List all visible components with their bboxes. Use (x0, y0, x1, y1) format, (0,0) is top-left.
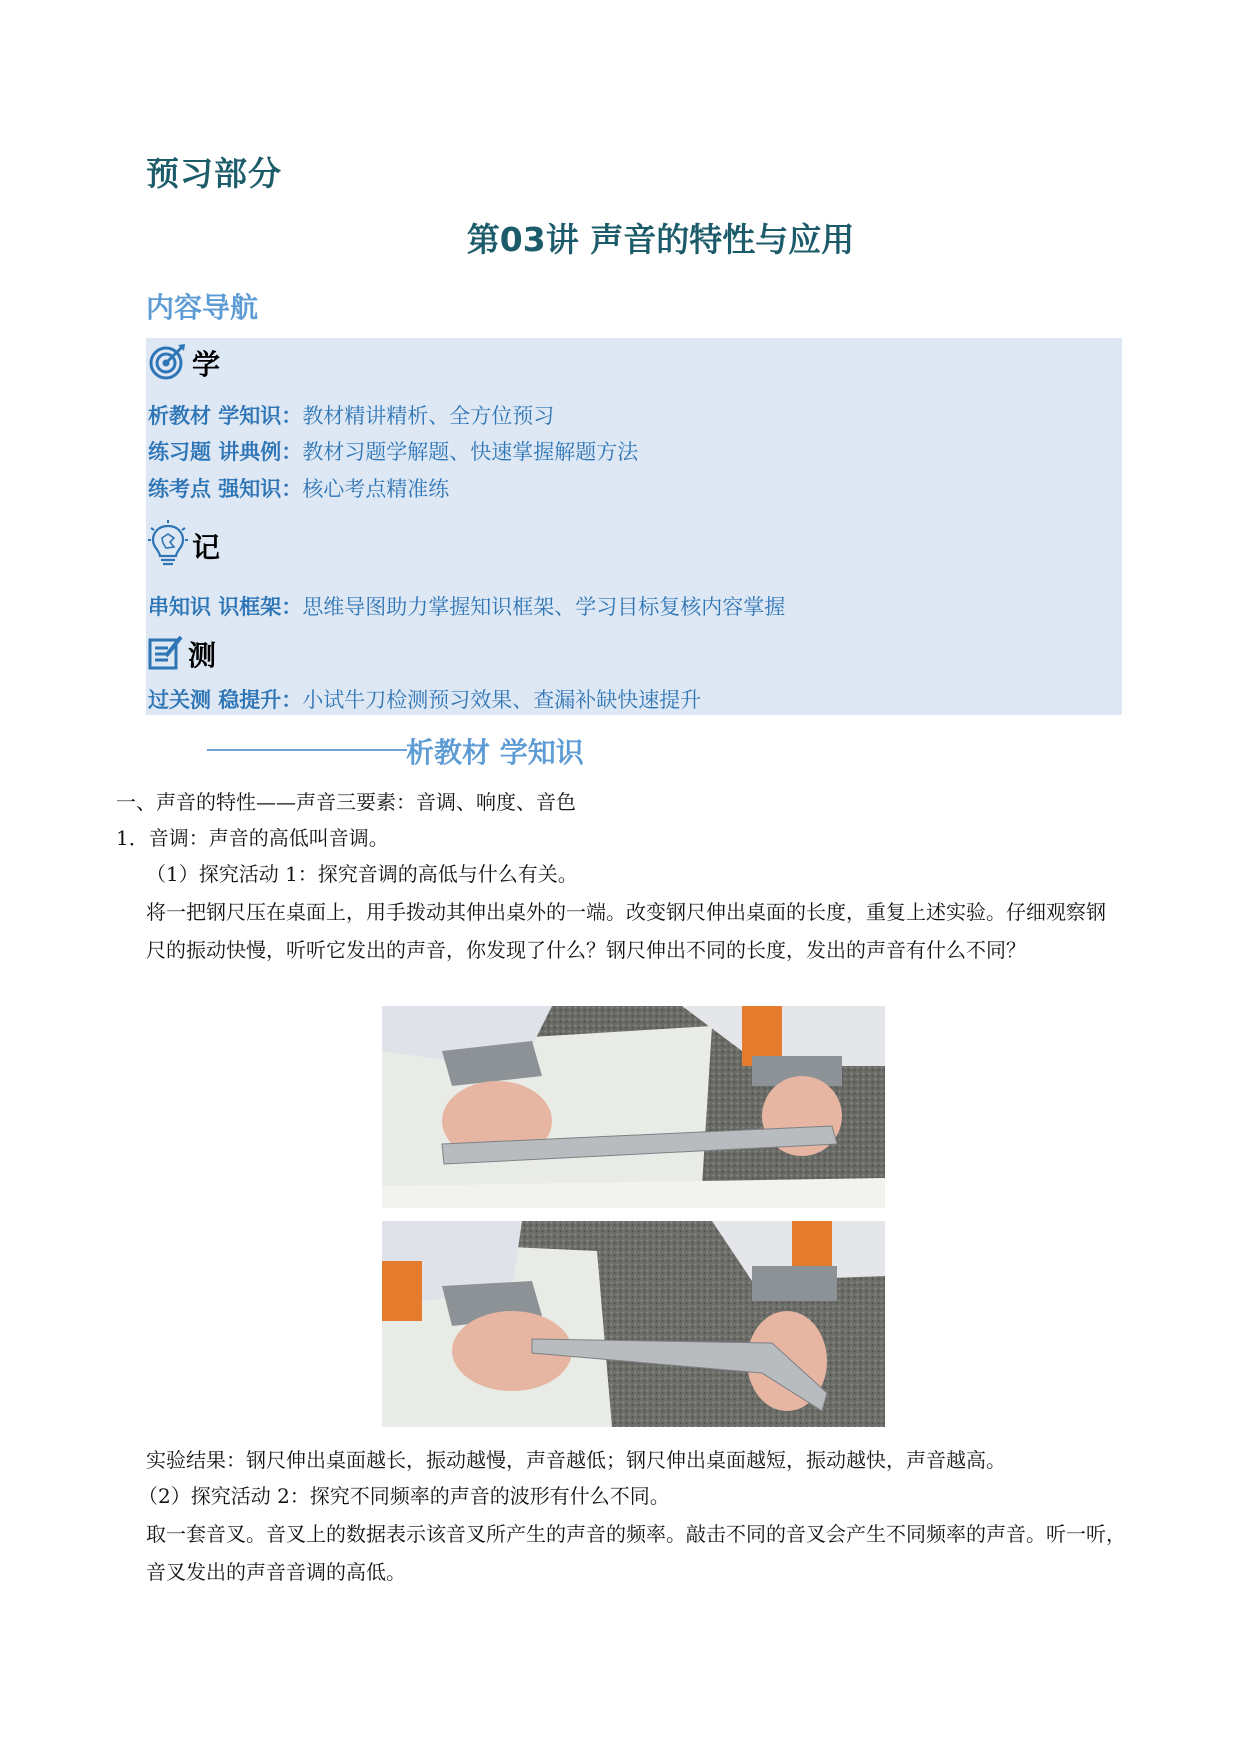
remember-section-header (148, 520, 220, 572)
experiment-photo-short-ruler (382, 1221, 885, 1427)
nav-item-textbook: 析教材 学知识：教材精讲精析、全方位预习 (148, 404, 555, 428)
activity-2-heading: （2）探究活动 2：探究不同频率的声音的波形有什么不同。 (138, 1484, 670, 1508)
section-divider-line (207, 749, 407, 751)
learn-section-header (148, 341, 220, 385)
item-pitch: 1．音调：声音的高低叫音调。 (116, 826, 389, 850)
test-section-header (148, 634, 216, 674)
clipboard-check-icon (148, 634, 184, 674)
remember-label: 记 (192, 531, 221, 564)
nav-item-mindmap: 串知识 识框架：思维导图助力掌握知识框架、学习目标复核内容掌握 (148, 595, 786, 619)
lesson-title: 第03讲 声音的特性与应用 (466, 220, 855, 259)
content-navigation-box (146, 338, 1122, 715)
nav-item-checkpoint: 过关测 稳提升：小试牛刀检测预习效果、查漏补缺快速提升 (148, 688, 702, 712)
heading-sound-properties: 一、声音的特性——声音三要素：音调、响度、音色 (116, 790, 576, 814)
lightbulb-icon (148, 520, 188, 572)
activity-1-description: 将一把钢尺压在桌面上，用手拨动其伸出桌外的一端。改变钢尺伸出桌面的长度，重复上述实验。仔细观察钢尺的振动快慢，听听它发出的声音，你发现了什么？钢尺伸出不同的长度，发出的声音有什么不同？ (146, 900, 1106, 962)
target-icon (148, 341, 188, 385)
test-label: 测 (188, 639, 217, 672)
activity-1-heading: （1）探究活动 1：探究音调的高低与什么有关。 (146, 862, 578, 886)
nav-item-key-points: 练考点 强知识：核心考点精准练 (148, 477, 450, 501)
section-heading: 预习部分 (146, 154, 282, 193)
nav-item-exercises: 练习题 讲典例：教材习题学解题、快速掌握解题方法 (148, 440, 639, 464)
nav-heading: 内容导航 (146, 291, 259, 324)
learn-label: 学 (192, 348, 221, 381)
section-divider-title: 析教材 学知识 (406, 736, 584, 769)
activity-2-description: 取一套音叉。音叉上的数据表示该音叉所产生的声音的频率。敲击不同的音叉会产生不同频率的声音。听一听，音叉发出的声音音调的高低。 (146, 1522, 1126, 1584)
experiment-result: 实验结果：钢尺伸出桌面越长，振动越慢，声音越低；钢尺伸出桌面越短，振动越快，声音越高。 (146, 1448, 1006, 1472)
experiment-photo-long-ruler (382, 1006, 885, 1208)
